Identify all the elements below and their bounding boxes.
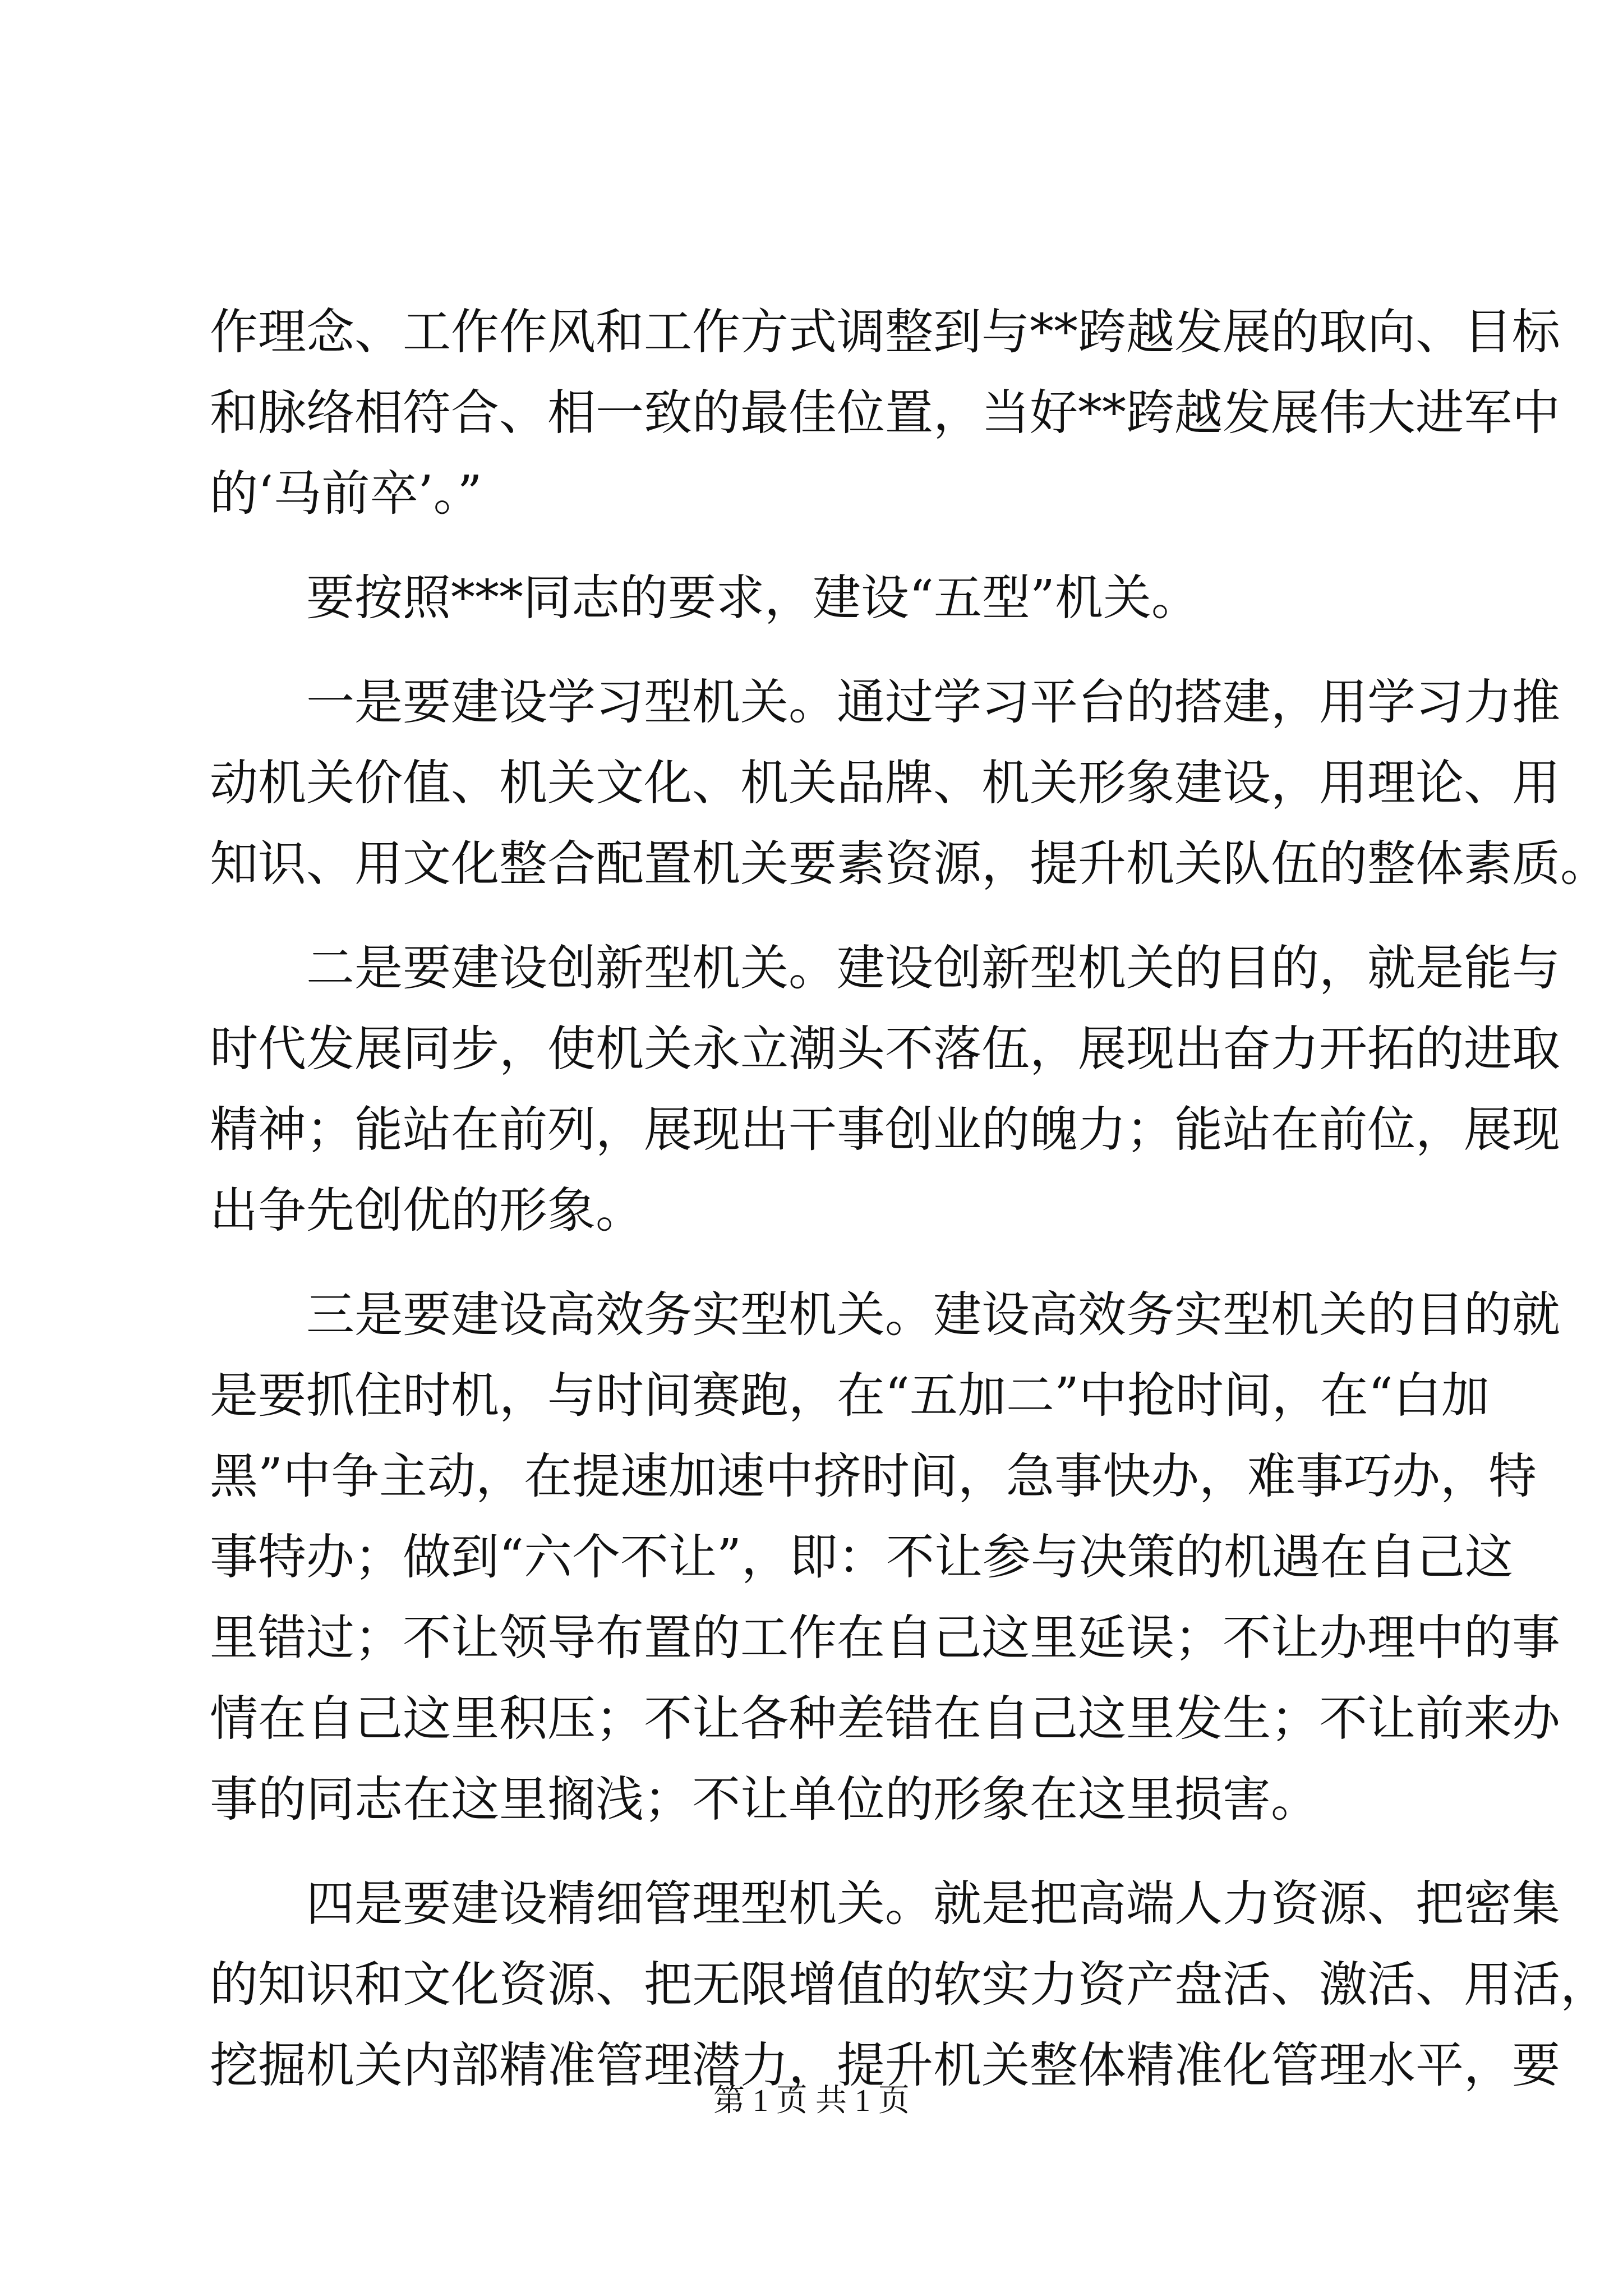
text-line: 作理念、工作作风和工作方式调整到与**跨越发展的取向、目标 [210, 304, 1560, 360]
paragraph [210, 662, 1608, 904]
text-line: 里错过；不让领导布置的工作在自己这里延误；不让办理中的事 [210, 1610, 1560, 1666]
text-line: 二是要建设创新型机关。建设创新型机关的目的，就是能与 [306, 940, 1560, 996]
text-line: 要按照***同志的要求，建设“五型”机关。 [306, 570, 1200, 626]
paragraph [210, 1274, 1560, 1840]
paragraph [210, 1864, 1608, 2106]
text-line: 情在自己这里积压；不让各种差错在自己这里发生；不让前来办 [210, 1691, 1560, 1747]
text-line: 一是要建设学习型机关。通过学习平台的搭建，用学习力推 [306, 674, 1560, 730]
text-line: 的知识和文化资源、把无限增值的软实力资产盘活、激活、用活， [210, 1957, 1608, 2013]
paragraph [210, 928, 1560, 1251]
text-line: 出争先创优的形象。 [210, 1182, 644, 1239]
text-line: 和脉络相符合、相一致的最佳位置，当好**跨越发展伟大进军中 [210, 385, 1560, 441]
text-line: 精神；能站在前列，展现出干事创业的魄力；能站在前位，展现 [210, 1102, 1560, 1158]
text-line: 四是要建设精细管理型机关。就是把高端人力资源、把密集 [306, 1876, 1560, 1932]
text-line: 知识、用文化整合配置机关要素资源，提升机关队伍的整体素质。 [210, 836, 1608, 892]
text-line: 挖掘机关内部精准管理潜力，提升机关整体精准化管理水平，要 [210, 2037, 1560, 2093]
paragraph [210, 558, 1414, 638]
document-body [210, 292, 1608, 2106]
text-line: 是要抓住时机，与时间赛跑，在“五加二”中抢时间，在“白加 [210, 1368, 1490, 1424]
text-line: 动机关价值、机关文化、机关品牌、机关形象建设，用理论、用 [210, 755, 1560, 811]
page-number-footer: 第 1 页 共 1 页 [713, 2083, 910, 2118]
text-line: 三是要建设高效务实型机关。建设高效务实型机关的目的就 [306, 1287, 1560, 1343]
text-line: 黑”中争主动，在提速加速中挤时间，急事快办，难事巧办，特 [210, 1448, 1537, 1504]
text-line: 时代发展同步，使机关永立潮头不落伍，展现出奋力开拓的进取 [210, 1021, 1560, 1077]
text-line: 的‘马前卒’。” [210, 466, 482, 522]
text-line: 事特办；做到“六个不让”，即：不让参与决策的机遇在自己这 [210, 1529, 1513, 1585]
text-line: 事的同志在这里搁浅；不让单位的形象在这里损害。 [210, 1772, 1319, 1828]
paragraph [210, 292, 1560, 534]
